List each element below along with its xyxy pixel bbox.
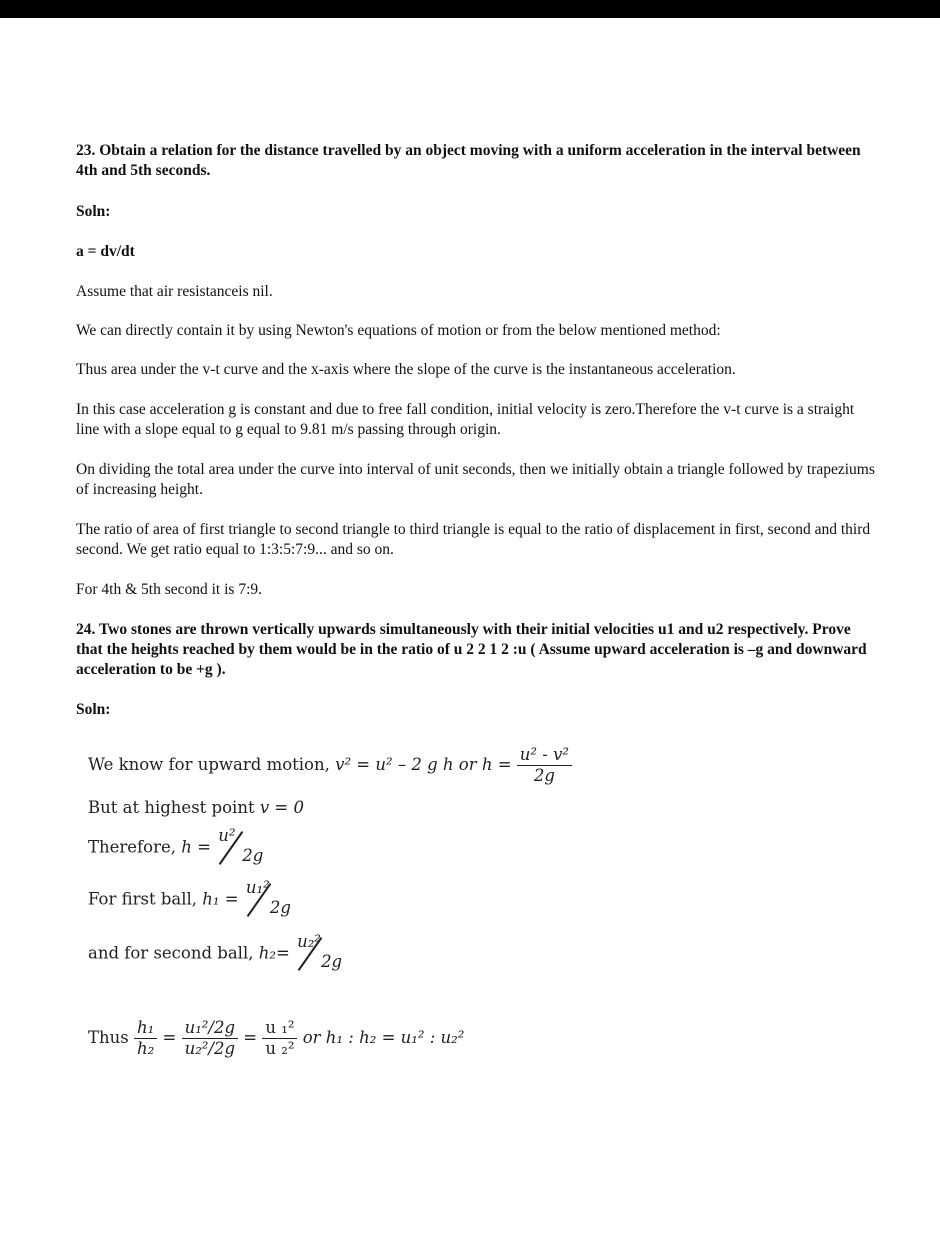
- q23-question: 23. Obtain a relation for the distance travelled by an object moving with a uniform acceleration in the interval between 4th and 5th seconds.: [76, 142, 861, 179]
- eq3-lhs: h =: [181, 837, 211, 857]
- q23-paragraph-3: Thus area under the v-t curve and the x-axis where the slope of the curve is the instantaneous acceleration.: [76, 361, 736, 378]
- q23-soln-label: Soln:: [76, 203, 111, 220]
- eq1-denominator: 2g: [533, 766, 555, 785]
- eq4-text: For first ball,: [88, 889, 198, 909]
- thus-label: Thus: [88, 1028, 129, 1047]
- ratio-rhs-numerator: u ₁²: [262, 1018, 297, 1039]
- eq5-slash-fraction: [295, 932, 355, 976]
- final-ratio-text: or h₁ : h₂ = u₁² : u₂²: [302, 1028, 465, 1047]
- ratio-lhs-numerator: h₁: [134, 1018, 157, 1039]
- ratio-mid-fraction: [182, 1018, 238, 1059]
- q24-equation-line-3: [88, 826, 276, 870]
- eq4-slash-fraction: [244, 878, 304, 922]
- ratio-rhs-denominator: u ₂²: [265, 1039, 295, 1058]
- eq2-text: But at highest point: [88, 798, 255, 817]
- q23-paragraph-4: In this case acceleration g is constant and due to free fall condition, initial velocity is zero.Therefore the v-t curve is a straight line with a slope equal to g equal to 9.81 m/s passing through origin.: [76, 401, 855, 438]
- ratio-mid-denominator: u₂²/2g: [184, 1039, 236, 1058]
- q23-paragraph-6: The ratio of area of first triangle to second triangle to third triangle is equal to the ratio of displacement in first, second and third second. We get ratio equal to 1:3:5:7:9... and so on.: [76, 521, 871, 558]
- eq3-denominator: 2g: [242, 846, 264, 865]
- eq5-lhs: h₂=: [258, 943, 290, 963]
- eq1-text: We know for upward motion,: [88, 755, 330, 774]
- eq5-numerator: u₂²: [297, 932, 321, 951]
- eq3-numerator: u²: [218, 826, 236, 845]
- eq4-lhs: h₁ =: [202, 889, 239, 909]
- eq5-text: and for second ball,: [88, 943, 254, 963]
- q24-equation-line-2: [88, 798, 304, 817]
- eq1-expression: v² = u² – 2 g h or h =: [335, 755, 512, 774]
- eq1-numerator: u² - v²: [517, 745, 572, 766]
- q24-equation-line-1: [88, 745, 572, 786]
- q24-equation-line-5: [88, 932, 355, 976]
- eq5-denominator: 2g: [321, 952, 343, 971]
- q24-final-ratio: Thus $\frac{\text{h₁}}{\text{h₂}}$ = $\frac{\text{u₁²/2g}}{\text{u₂²/2g}}$ = $\frac{\text{u ₁²}}{\text{u ₂²}}$ or h₁ : h₂ = u₁² : u₂²: [88, 1018, 465, 1058]
- eq1-fraction: [517, 745, 572, 786]
- q23-paragraph-1: Assume that air resistanceis nil.: [76, 283, 273, 300]
- eq3-text: Therefore,: [88, 837, 176, 857]
- ratio-lhs-fraction: [134, 1018, 157, 1059]
- eq3-slash-fraction: [216, 826, 276, 870]
- eq4-numerator: u₁²: [245, 878, 270, 897]
- eq2-expression: v = 0: [259, 798, 304, 817]
- q23-formula: a = dv/dt: [76, 243, 135, 260]
- ratio-mid-numerator: u₁²/2g: [182, 1018, 238, 1039]
- q24-question: 24. Two stones are thrown vertically upwards simultaneously with their initial velocities u1 and u2 respectively. Prove that the heights reached by them would be in the ratio of u 2 2 1 2 :u ( Assume upward acceleration is –g and downward acceleration to be +g ).: [76, 621, 867, 678]
- q24-soln-label: Soln:: [76, 701, 111, 718]
- ratio-lhs-denominator: h₂: [136, 1039, 155, 1058]
- ratio-rhs-fraction: [262, 1018, 297, 1059]
- top-black-bar: [0, 0, 940, 18]
- q23-paragraph-7: For 4th & 5th second it is 7:9.: [76, 581, 262, 598]
- eq4-denominator: 2g: [269, 898, 291, 917]
- q23-paragraph-2: We can directly contain it by using Newton's equations of motion or from the below mentioned method:: [76, 322, 721, 339]
- q24-equation-line-4: [88, 878, 304, 922]
- q23-paragraph-5: On dividing the total area under the curve into interval of unit seconds, then we initially obtain a triangle followed by trapeziums of increasing height.: [76, 461, 875, 498]
